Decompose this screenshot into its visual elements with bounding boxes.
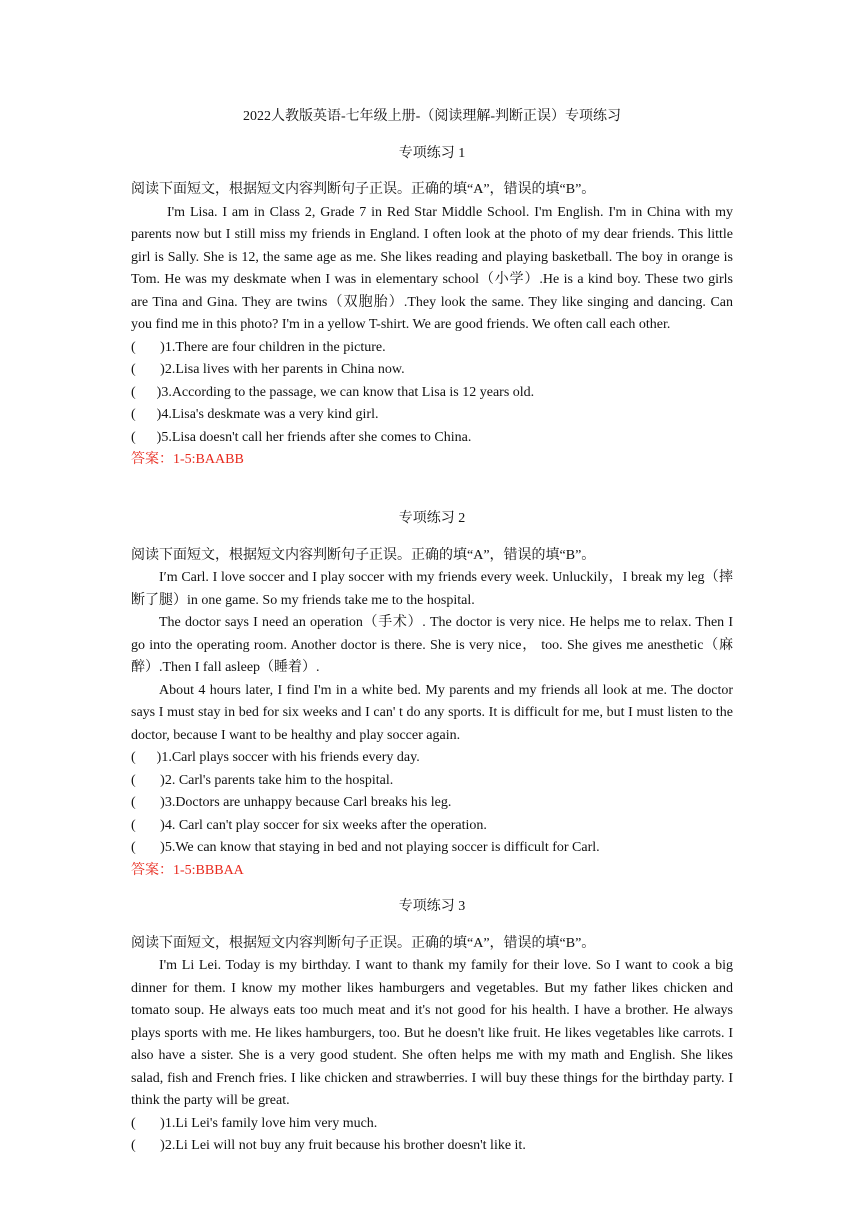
question-item: ( )4.Lisa's deskmate was a very kind girl. [131, 407, 379, 422]
question-item: ( )1.Li Lei's family love him very much. [131, 1115, 378, 1131]
spacer [131, 472, 733, 495]
question-item: ( )2.Li Lei will not buy any fruit because his brother doesn't like it. [131, 1138, 526, 1153]
passage-paragraph: I'm Li Lei. Today is my birthday. I want to thank my family for their love. So I want to cook a big dinner for them. I know my mother likes hamburgers and vegetables. But my father likes chicken and tomato soup. He always eats too much meat and it's not good for his health. I have a brother. He always plays sports with me. He likes hamburgers, too. But he doesn't like fruit. He likes vegetables like carrots. I also have a sister. She is a very good student. She often helps me with my math and English. She likes salad, fish and French fries. I like chicken and strawberries. I will buy these things for the birthday party. I think the party will be great. [131, 958, 733, 1108]
section-heading: 专项练习 1 [398, 145, 466, 161]
passage-paragraph: I′m Carl. I love soccer and I play soccer with my friends every week. Unluckily，I break my leg（摔断了腿）in one game. So my friends take me to the hospital. [131, 570, 733, 608]
answer-key: 答案：1-5:BBBAA [131, 862, 244, 878]
answer-key: 答案：1-5:BAABB [131, 452, 244, 467]
exercise-section-2 [131, 508, 733, 882]
section-instruction: 阅读下面短文，根据短文内容判断句子正误。正确的填“A”，错误的填“B”。 [131, 935, 596, 951]
passage-paragraph: I'm Lisa. I am in Class 2, Grade 7 in Red Star Middle School. I'm English. I'm in China with my parents now but I still miss my friends in England. I often look at the photo of my dear friends. This little girl is Sally. She is 12, the same age as me. She likes reading and playing basketball. The boy in orange is Tom. He was my deskmate when I was in elementary school（小学）.He is a kind boy. These two girls are Tina and Gina. They are twins（双胞胎）.They look the same. They like singing and dancing. Can you find me in this photo? I'm in a yellow T-shirt. We are good friends. We often call each other. [131, 204, 733, 332]
exercise-section-3 [131, 896, 733, 1158]
question-item: ( )1.Carl plays soccer with his friends every day. [131, 750, 420, 765]
question-item: ( )4. Carl can't play soccer for six weeks after the operation. [131, 817, 487, 833]
passage-paragraph: The doctor says I need an operation（手术）. The doctor is very nice. He helps me to relax. Then I go into the operating room. Another doctor is there. She is very nice， too. She gives me anesthetic（麻醉）.Then I fall asleep（睡着）. [131, 615, 733, 675]
question-item: ( )2. Carl's parents take him to the hospital. [131, 772, 394, 788]
section-heading: 专项练习 3 [398, 899, 466, 914]
question-item: ( )2.Lisa lives with her parents in China now. [131, 362, 405, 377]
question-item: ( )3.According to the passage, we can know that Lisa is 12 years old. [131, 384, 535, 400]
question-item: ( )3.Doctors are unhappy because Carl breaks his leg. [131, 795, 452, 810]
section-instruction: 阅读下面短文，根据短文内容判断句子正误。正确的填“A”，错误的填“B”。 [131, 547, 596, 563]
document-page [131, 106, 733, 1158]
question-item: ( )1.There are four children in the picture. [131, 339, 386, 355]
exercise-section-1 [131, 143, 733, 472]
question-item: ( )5.We can know that staying in bed and not playing soccer is difficult for Carl. [131, 840, 600, 855]
section-heading: 专项练习 2 [398, 511, 466, 526]
section-instruction: 阅读下面短文，根据短文内容判断句子正误。正确的填“A”，错误的填“B”。 [131, 182, 596, 197]
question-item: ( )5.Lisa doesn't call her friends after she comes to China. [131, 429, 472, 445]
passage-paragraph: About 4 hours later, I find I'm in a white bed. My parents and my friends all look at me. The doctor says I must stay in bed for six weeks and I can' t do any sports. It is difficult for me, but I must listen to the doctor, because I want to be healthy and play soccer again. [131, 682, 733, 743]
document-title: 2022人教版英语-七年级上册-（阅读理解-判断正误）专项练习 [243, 109, 621, 124]
